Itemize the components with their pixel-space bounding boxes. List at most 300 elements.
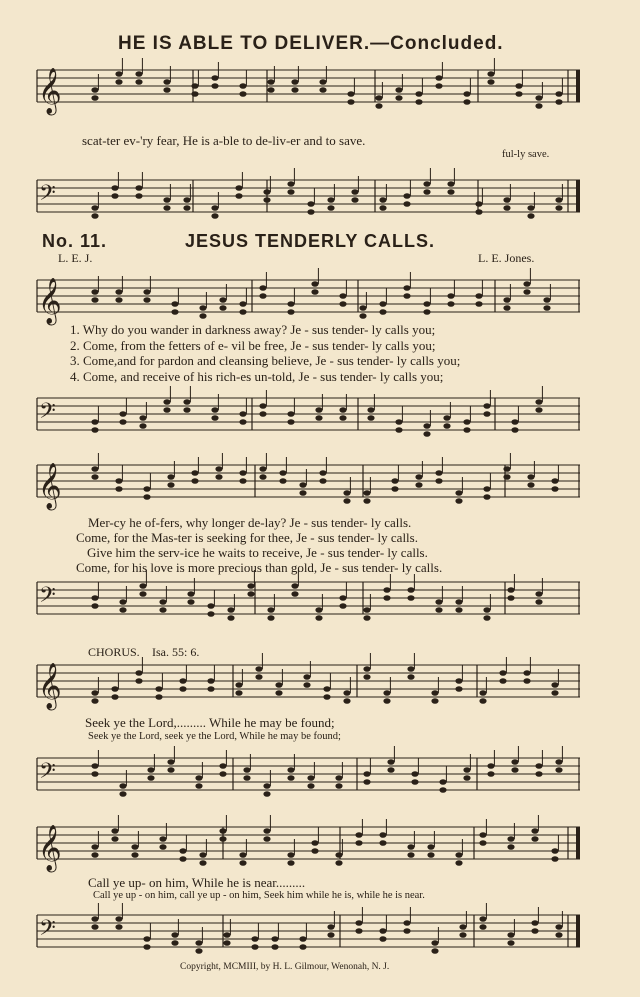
note-head [243, 767, 250, 773]
note-head [247, 591, 254, 597]
note-head [555, 759, 562, 765]
note-head [207, 686, 214, 692]
note-head [379, 301, 386, 307]
music-staff-bass [0, 180, 640, 220]
note-head [511, 419, 518, 425]
note-head [503, 205, 510, 211]
note-head [319, 470, 326, 476]
note-head [423, 301, 430, 307]
note-head [259, 466, 266, 472]
note-head [439, 779, 446, 785]
chorus-label: CHORUS. [88, 645, 140, 659]
note-head [347, 91, 354, 97]
chorus-reference: Isa. 55: 6. [152, 645, 200, 659]
note-head [319, 478, 326, 484]
note-head [179, 686, 186, 692]
note-head [543, 297, 550, 303]
bass-clef-icon: 𝄢 [39, 916, 56, 946]
note-head [199, 860, 206, 866]
note-head [487, 71, 494, 77]
note-head [503, 197, 510, 203]
note-head [343, 498, 350, 504]
note-head [499, 670, 506, 676]
note-head [159, 836, 166, 842]
note-head [115, 297, 122, 303]
note-head [387, 767, 394, 773]
note-head [551, 682, 558, 688]
note-head [155, 686, 162, 692]
note-head [507, 587, 514, 593]
note-head [267, 607, 274, 613]
note-head [379, 197, 386, 203]
note-head [163, 205, 170, 211]
note-head [527, 205, 534, 211]
note-head [363, 490, 370, 496]
note-head [91, 419, 98, 425]
note-head [319, 79, 326, 85]
note-head [415, 99, 422, 105]
note-head [511, 767, 518, 773]
note-head [455, 686, 462, 692]
chorus-lyrics-alt: Seek ye the Lord, seek ye the Lord, While he may be found; [88, 731, 341, 742]
note-head [91, 690, 98, 696]
note-head [407, 674, 414, 680]
note-head [483, 615, 490, 621]
note-head [487, 79, 494, 85]
note-head [515, 83, 522, 89]
note-head [379, 928, 386, 934]
note-head [455, 860, 462, 866]
note-head [271, 936, 278, 942]
hymn-title: JESUS TENDERLY CALLS. [185, 231, 436, 251]
note-head [119, 791, 126, 797]
note-head [119, 419, 126, 425]
note-head [435, 478, 442, 484]
note-head [391, 478, 398, 484]
note-head [143, 486, 150, 492]
note-head [171, 301, 178, 307]
note-head [339, 415, 346, 421]
note-head [319, 87, 326, 93]
note-head [463, 91, 470, 97]
note-head [355, 920, 362, 926]
note-head [91, 844, 98, 850]
note-head [235, 682, 242, 688]
note-head [183, 205, 190, 211]
note-head [239, 419, 246, 425]
note-head [311, 289, 318, 295]
note-head [235, 193, 242, 199]
music-staff-treble [0, 463, 640, 509]
note-head [307, 775, 314, 781]
note-head [523, 289, 530, 295]
note-head [259, 403, 266, 409]
note-head [423, 181, 430, 187]
note-head [239, 860, 246, 866]
hymn-number: No. 11. [42, 231, 108, 251]
note-head [335, 860, 342, 866]
note-head [211, 213, 218, 219]
note-head [403, 928, 410, 934]
note-head [211, 205, 218, 211]
note-head [287, 189, 294, 195]
note-head [215, 474, 222, 480]
note-head [255, 666, 262, 672]
verse-line: Give him the serv-ice he waits to receive, Je - sus tender- ly calls. [87, 545, 428, 560]
note-head [163, 399, 170, 405]
note-head [111, 836, 118, 842]
note-head [531, 836, 538, 842]
note-head [483, 403, 490, 409]
note-head [335, 783, 342, 789]
note-head [483, 486, 490, 492]
note-head [159, 844, 166, 850]
note-head [555, 197, 562, 203]
note-head [423, 423, 430, 429]
note-head [207, 611, 214, 617]
note-head [171, 940, 178, 946]
note-head [411, 771, 418, 777]
author-right: L. E. Jones. [478, 251, 535, 265]
verse-line: 3. Come,and for pardon and cleansing believe, Je - sus tender- ly calls you; [70, 353, 461, 368]
note-head [555, 205, 562, 211]
note-head [423, 309, 430, 315]
note-head [535, 763, 542, 769]
note-head [327, 205, 334, 211]
note-head [535, 407, 542, 413]
note-head [435, 599, 442, 605]
note-head [191, 91, 198, 97]
note-head [91, 924, 98, 930]
note-head [291, 591, 298, 597]
bass-clef-icon: 𝄢 [39, 399, 56, 429]
note-head [507, 932, 514, 938]
note-head [211, 75, 218, 81]
note-head [159, 607, 166, 613]
note-head [163, 407, 170, 413]
note-head [511, 759, 518, 765]
note-head [115, 289, 122, 295]
note-head [507, 836, 514, 842]
note-head [531, 920, 538, 926]
note-head [427, 852, 434, 858]
note-head [271, 944, 278, 950]
note-head [239, 470, 246, 476]
note-head [139, 423, 146, 429]
bass-clef-icon: 𝄢 [39, 181, 56, 211]
note-head [423, 431, 430, 437]
note-head [359, 305, 366, 311]
note-head [91, 95, 98, 101]
note-head [407, 852, 414, 858]
note-head [239, 411, 246, 417]
note-head [303, 674, 310, 680]
note-head [259, 285, 266, 291]
note-head [239, 309, 246, 315]
note-head [455, 607, 462, 613]
music-staff-bass [0, 398, 640, 438]
note-head [91, 852, 98, 858]
note-head [403, 193, 410, 199]
note-head [183, 399, 190, 405]
note-head [339, 293, 346, 299]
note-head [135, 185, 142, 191]
note-head [403, 285, 410, 291]
note-head [263, 197, 270, 203]
note-head [91, 603, 98, 609]
note-head [475, 301, 482, 307]
note-head [119, 607, 126, 613]
music-staff-bass [0, 758, 640, 798]
note-head [183, 407, 190, 413]
note-head [315, 607, 322, 613]
note-head [327, 924, 334, 930]
note-head [411, 779, 418, 785]
note-head [167, 767, 174, 773]
copyright-notice: Copyright, MCMIII, by H. L. Gilmour, Wenonah, N. J. [180, 962, 390, 972]
note-head [407, 587, 414, 593]
note-head [351, 189, 358, 195]
note-head [555, 91, 562, 97]
note-head [339, 603, 346, 609]
note-head [431, 690, 438, 696]
note-head [315, 415, 322, 421]
note-head [91, 771, 98, 777]
note-head [443, 423, 450, 429]
note-head [299, 490, 306, 496]
note-head [435, 75, 442, 81]
note-head [311, 848, 318, 854]
note-head [383, 690, 390, 696]
note-head [363, 674, 370, 680]
note-head [535, 399, 542, 405]
note-head [199, 313, 206, 319]
note-head [159, 599, 166, 605]
note-head [275, 690, 282, 696]
note-head [463, 99, 470, 105]
note-head [523, 281, 530, 287]
note-head [219, 763, 226, 769]
note-head [551, 690, 558, 696]
note-head [459, 932, 466, 938]
note-head [211, 415, 218, 421]
note-head [531, 928, 538, 934]
note-head [403, 920, 410, 926]
note-head [263, 828, 270, 834]
note-head [143, 944, 150, 950]
note-head [483, 411, 490, 417]
note-head [287, 411, 294, 417]
note-head [143, 936, 150, 942]
note-head [447, 301, 454, 307]
note-head [119, 783, 126, 789]
note-head [239, 478, 246, 484]
note-head [323, 686, 330, 692]
verse-line: Mer-cy he of-fers, why longer de-lay? Je - sus tender- ly calls. [88, 515, 412, 530]
note-head [267, 615, 274, 621]
note-head [279, 478, 286, 484]
page-title: HE IS ABLE TO DELIVER.—Concluded. [118, 33, 504, 54]
note-head [299, 936, 306, 942]
note-head [515, 91, 522, 97]
note-head [111, 694, 118, 700]
note-head [251, 944, 258, 950]
note-head [435, 83, 442, 89]
note-head [407, 595, 414, 601]
note-head [91, 87, 98, 93]
verse-line: 4. Come, and receive of his rich-es un-told, Je - sus tender- ly calls you; [70, 369, 444, 384]
treble-clef-icon: 𝄞 [38, 68, 62, 114]
note-head [111, 185, 118, 191]
note-head [287, 860, 294, 866]
note-head [551, 856, 558, 862]
note-head [91, 297, 98, 303]
note-head [315, 615, 322, 621]
note-head [179, 848, 186, 854]
note-head [111, 686, 118, 692]
note-head [455, 852, 462, 858]
note-head [535, 771, 542, 777]
bass-clef-icon: 𝄢 [39, 759, 56, 789]
chorus-lyrics: Call ye up- on him, While he is near......... [88, 875, 306, 890]
music-staff-treble [0, 825, 640, 871]
note-head [119, 599, 126, 605]
note-head [487, 763, 494, 769]
note-head [479, 840, 486, 846]
note-head [311, 281, 318, 287]
note-head [311, 840, 318, 846]
note-head [115, 79, 122, 85]
note-head [91, 466, 98, 472]
note-head [363, 666, 370, 672]
note-head [163, 197, 170, 203]
note-head [155, 694, 162, 700]
note-head [403, 293, 410, 299]
note-head [219, 836, 226, 842]
note-head [475, 293, 482, 299]
note-head [239, 301, 246, 307]
note-head [395, 419, 402, 425]
note-head [263, 783, 270, 789]
note-head [139, 583, 146, 589]
treble-clef-icon: 𝄞 [38, 463, 62, 509]
note-head [259, 474, 266, 480]
note-head [395, 95, 402, 101]
note-head [139, 591, 146, 597]
note-head [167, 759, 174, 765]
note-head [115, 924, 122, 930]
note-head [227, 615, 234, 621]
note-head [115, 486, 122, 492]
note-head [479, 690, 486, 696]
note-head [407, 666, 414, 672]
note-head [435, 470, 442, 476]
note-head [91, 289, 98, 295]
note-head [395, 427, 402, 433]
note-head [335, 775, 342, 781]
note-head [379, 309, 386, 315]
note-head [191, 83, 198, 89]
treble-clef-icon: 𝄞 [38, 663, 62, 709]
note-head [275, 682, 282, 688]
note-head [463, 767, 470, 773]
note-head [387, 759, 394, 765]
note-head [407, 844, 414, 850]
note-head [287, 767, 294, 773]
note-head [135, 193, 142, 199]
note-head [235, 690, 242, 696]
note-head [263, 189, 270, 195]
note-head [367, 407, 374, 413]
note-head [487, 771, 494, 777]
note-head [287, 309, 294, 315]
note-head [551, 478, 558, 484]
note-head [479, 916, 486, 922]
note-head [307, 209, 314, 215]
note-head [195, 940, 202, 946]
lyrics-line: scat-ter ev-'ry fear, He is a-ble to de-liv-er and to save. [82, 133, 366, 148]
note-head [479, 832, 486, 838]
note-head [379, 832, 386, 838]
treble-clef-icon: 𝄞 [38, 825, 62, 871]
note-head [359, 313, 366, 319]
note-head [527, 213, 534, 219]
music-staff-bass [0, 915, 640, 955]
note-head [523, 670, 530, 676]
note-head [375, 95, 382, 101]
note-head [251, 936, 258, 942]
note-head [535, 103, 542, 109]
note-head [535, 95, 542, 101]
note-head [527, 482, 534, 488]
note-head [191, 478, 198, 484]
verse-line: Come, for his love is more precious than gold, Je - sus tender- ly calls. [76, 560, 443, 575]
music-staff-bass [0, 582, 640, 622]
note-head [527, 474, 534, 480]
music-staff-treble [0, 663, 640, 709]
note-head [395, 87, 402, 93]
note-head [223, 940, 230, 946]
note-head [355, 928, 362, 934]
note-head [499, 678, 506, 684]
note-head [315, 407, 322, 413]
note-head [343, 690, 350, 696]
note-head [363, 498, 370, 504]
note-head [115, 478, 122, 484]
note-head [483, 607, 490, 613]
note-head [339, 595, 346, 601]
note-head [291, 79, 298, 85]
note-head [535, 599, 542, 605]
note-head [135, 71, 142, 77]
note-head [135, 79, 142, 85]
note-head [427, 844, 434, 850]
note-head [183, 197, 190, 203]
note-head [431, 698, 438, 704]
note-head [447, 293, 454, 299]
lyrics-line-alt: ful-ly save. [502, 149, 550, 160]
note-head [227, 607, 234, 613]
note-head [503, 466, 510, 472]
note-head [379, 936, 386, 942]
note-head [243, 775, 250, 781]
note-head [147, 775, 154, 781]
note-head [351, 197, 358, 203]
note-head [287, 419, 294, 425]
note-head [523, 678, 530, 684]
note-head [383, 595, 390, 601]
note-head [543, 305, 550, 311]
